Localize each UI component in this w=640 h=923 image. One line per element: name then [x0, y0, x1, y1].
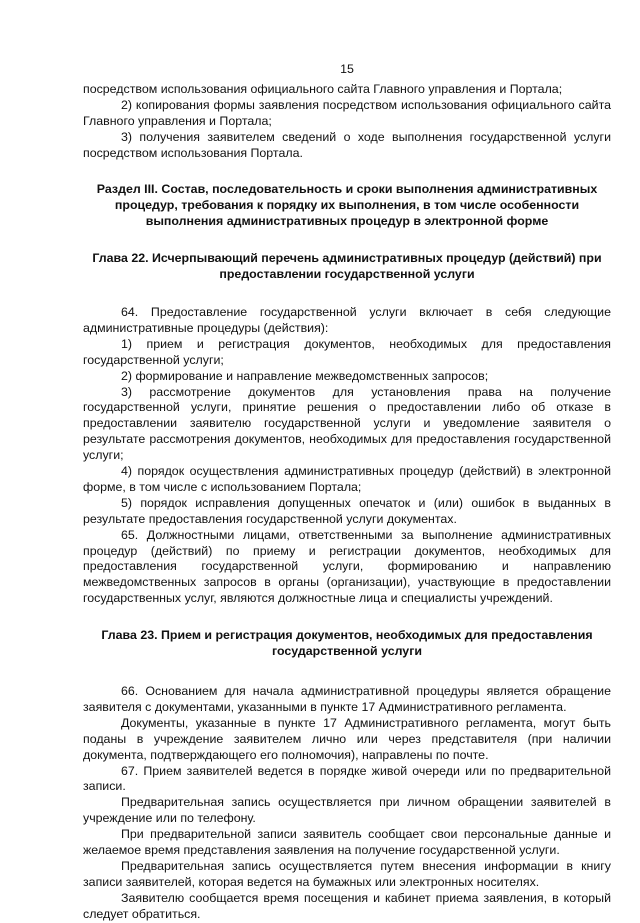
section-title: Раздел III. Состав, последовательность и сроки выполнения административных процедур, требования к порядку их выполнения, в том числе особенности выполнения административных процедур в электронной форме — [96, 182, 598, 229]
paragraph: 67. Прием заявителей ведется в порядке живой очереди или по предварительной записи. — [83, 763, 611, 794]
paragraph: 2) формирование и направление межведомственных запросов; — [121, 368, 489, 383]
paragraph: 4) порядок осуществления административных процедур (действий) в электронной форме, в том числе с использованием Портала; — [83, 464, 611, 494]
paragraph: 3) рассмотрение документов для установления права на получение государственной услуги, принятие решения о предоставлении либо об отказе в предоставлении заявителю государственной услуги и уведомление заявителя о результате рассмотрения документов, необходимых для предоставления государственной услуги; — [83, 384, 611, 463]
paragraph: 66. Основанием для начала административной процедуры является обращение заявителя с документами, указанными в пункте 17 Административного регламента. — [83, 684, 611, 714]
paragraph: 3) получения заявителем сведений о ходе выполнения государственной услуги посредством использования Портала. — [83, 129, 611, 160]
paragraph: 64. Предоставление государственной услуги включает в себя следующие административные процедуры (действия): — [83, 304, 611, 335]
page-number: 15 — [340, 62, 354, 76]
chapter-23-title: Глава 23. Прием и регистрация документов, необходимых для предоставления государственной услуги — [101, 628, 593, 659]
paragraph: Предварительная запись осуществляется путем внесения информации в книгу записи заявителей, которая ведется на бумажных или электронных носителях. — [83, 858, 611, 889]
paragraph: 1) прием и регистрация документов, необходимых для предоставления государственной услуги; — [83, 336, 611, 367]
paragraph: посредством использования официального сайта Главного управления и Портала; — [83, 81, 563, 96]
paragraph: При предварительной записи заявитель сообщает свои персональные данные и желаемое время представления заявления на получение государственной услуги. — [83, 827, 611, 858]
paragraph: Предварительная запись осуществляется при личном обращении заявителей в учреждение или по телефону. — [83, 795, 611, 826]
paragraph: 5) порядок исправления допущенных опечаток и (или) ошибок в выданных в результате предоставления государственной услуги документах. — [83, 495, 611, 526]
paragraph: 65. Должностными лицами, ответственными за выполнение административных процедур (действий) по приему и регистрации документов, необходимых для предоставления государственной услуги, формированию и направлению межведомственных запросов в органы (организации), участвующие в предоставлении государственных услуг, являются должностные лица и специалисты учреждений. — [83, 527, 611, 606]
chapter-22-title: Глава 22. Исчерпывающий перечень административных процедур (действий) при предоставлении государственной услуги — [92, 251, 602, 282]
paragraph: 2) копирования формы заявления посредством использования официального сайта Главного управления и Портала; — [83, 97, 611, 128]
paragraph: Заявителю сообщается время посещения и кабинет приема заявления, в который следует обратиться. — [83, 890, 611, 921]
paragraph: Документы, указанные в пункте 17 Административного регламента, могут быть поданы в учреждение заявителем лично или через представителя (при наличии документа, подтверждающего его полномочия), направлены по почте. — [83, 715, 611, 762]
